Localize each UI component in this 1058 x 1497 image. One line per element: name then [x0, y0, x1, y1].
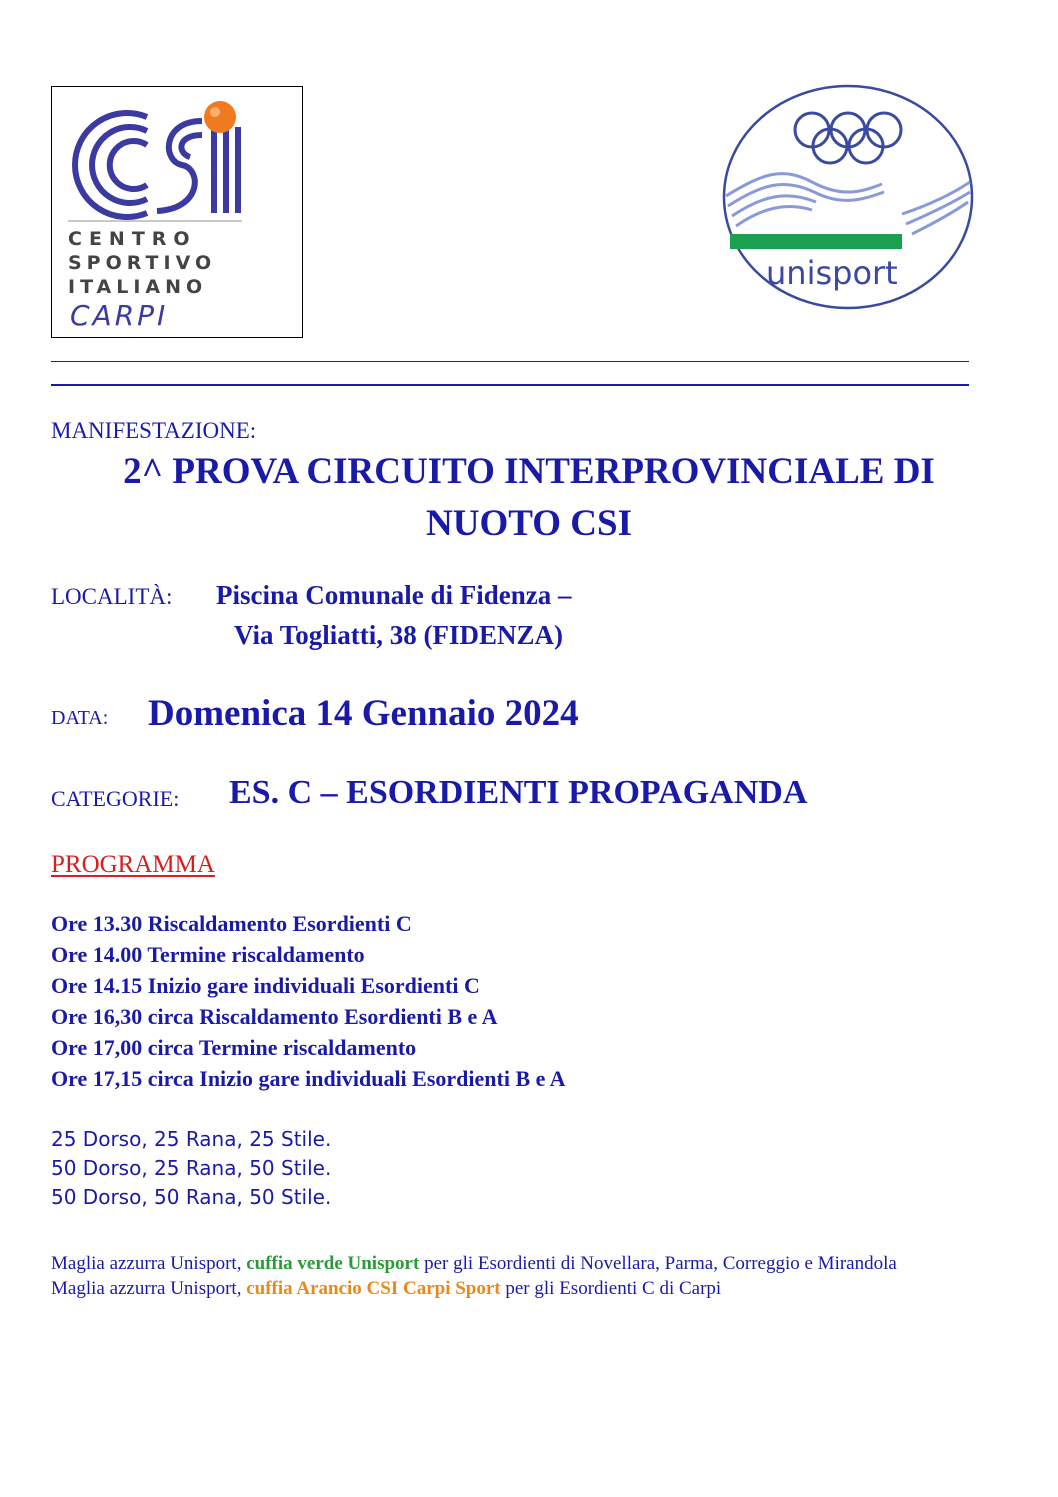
- csi-carpi-logo: [51, 86, 303, 338]
- categorie-label: CATEGORIE:: [51, 786, 180, 811]
- event-date: Domenica 14 Gennaio 2024: [148, 693, 579, 734]
- schedule-item: Ore 13.30 Riscaldamento Esordienti C: [51, 911, 412, 936]
- note-item: [51, 1276, 991, 1301]
- event-title-line-1: 2^ PROVA CIRCUITO INTERPROVINCIALE DI: [123, 451, 935, 492]
- race-item: 50 Dorso, 25 Rana, 50 Stile.: [51, 1156, 332, 1180]
- note-highlight-orange: cuffia Arancio CSI Carpi Sport: [246, 1278, 501, 1299]
- schedule-item: Ore 17,00 circa Termine riscaldamento: [51, 1035, 417, 1060]
- csi-line-3: ITALIANO: [68, 276, 208, 298]
- schedule-item: Ore 16,30 circa Riscaldamento Esordienti B e A: [51, 1004, 498, 1029]
- event-title-line-2: NUOTO CSI: [426, 503, 632, 544]
- note-highlight-green: cuffia verde Unisport: [246, 1253, 420, 1274]
- localita-label: LOCALITÀ:: [51, 584, 173, 609]
- note-suffix: per gli Esordienti di Novellara, Parma, Correggio e Mirandola: [419, 1253, 897, 1274]
- unisport-emblem-icon: [722, 84, 974, 310]
- data-label: DATA:: [51, 707, 109, 729]
- programma-heading: PROGRAMMA: [51, 851, 215, 878]
- note-prefix: Maglia azzurra Unisport,: [51, 1253, 247, 1274]
- note-prefix: Maglia azzurra Unisport,: [51, 1278, 247, 1299]
- venue-name: Piscina Comunale di Fidenza –: [216, 580, 572, 610]
- schedule-list: [51, 908, 566, 1094]
- schedule-item: Ore 14.00 Termine riscaldamento: [51, 942, 365, 967]
- separator-line-1: [51, 361, 969, 362]
- venue-address: Via Togliatti, 38 (FIDENZA): [234, 620, 564, 650]
- csi-emblem-icon: [52, 87, 304, 339]
- unisport-logo: [722, 84, 974, 310]
- schedule-item: Ore 14.15 Inizio gare individuali Esordienti C: [51, 973, 480, 998]
- separator-line-2: [51, 384, 969, 386]
- schedule-item: Ore 17,15 circa Inizio gare individuali Esordienti B e A: [51, 1066, 566, 1091]
- race-item: 25 Dorso, 25 Rana, 25 Stile.: [51, 1127, 332, 1151]
- race-item: 50 Dorso, 50 Rana, 50 Stile.: [51, 1185, 332, 1209]
- note-item: [51, 1251, 991, 1276]
- notes: [51, 1251, 991, 1301]
- csi-line-1: CENTRO: [68, 228, 197, 250]
- manifestazione-label: MANIFESTAZIONE:: [51, 418, 257, 443]
- event-category: ES. C – ESORDIENTI PROPAGANDA: [229, 774, 808, 811]
- csi-city: CARPI: [70, 299, 169, 332]
- note-suffix: per gli Esordienti C di Carpi: [500, 1278, 722, 1299]
- unisport-wordmark: unisport: [766, 254, 898, 292]
- csi-line-2: SPORTIVO: [68, 252, 217, 274]
- races-list: [51, 1125, 331, 1212]
